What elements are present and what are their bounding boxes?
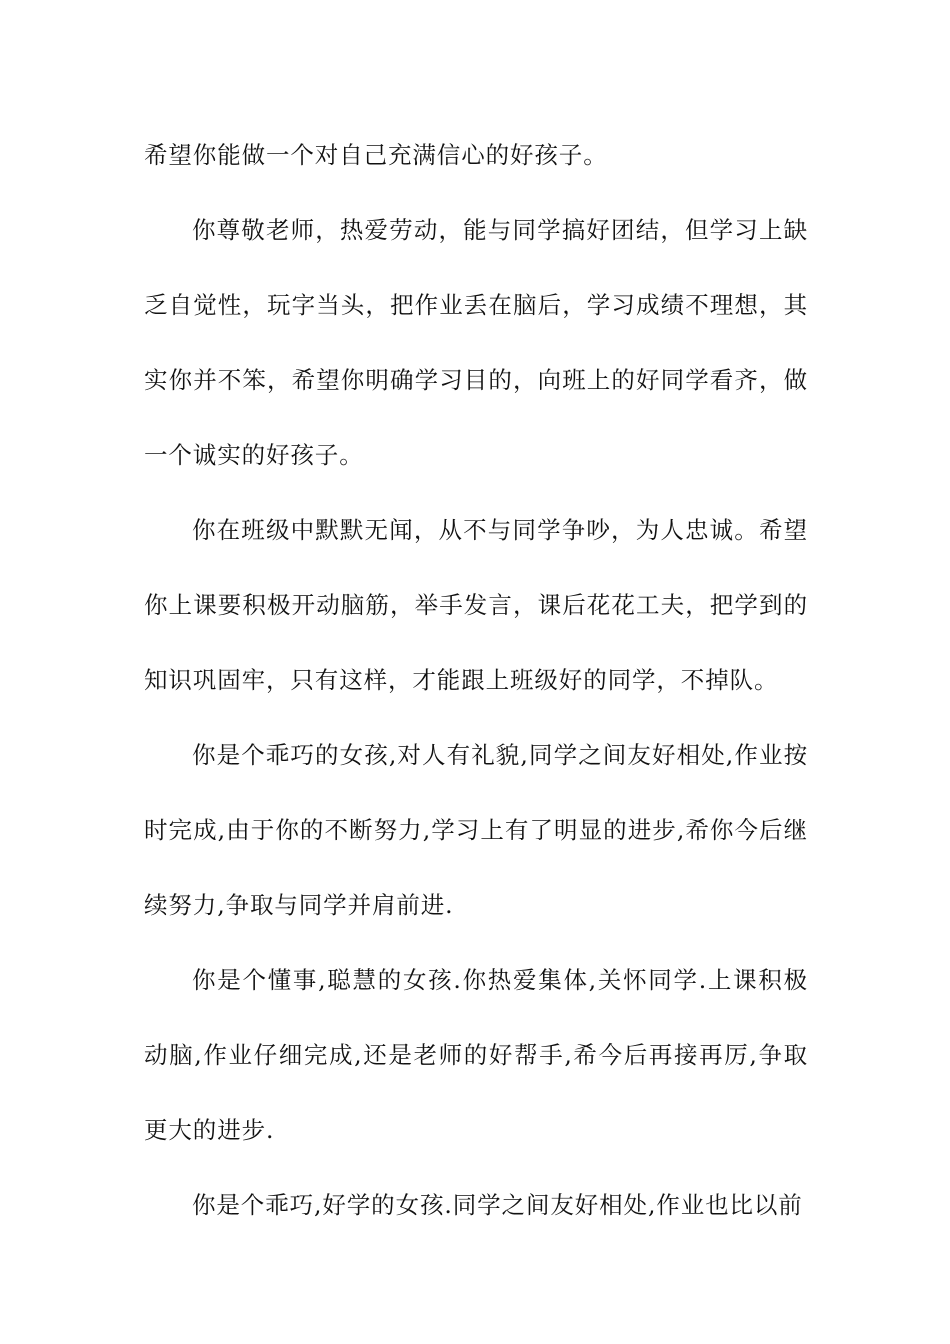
paragraph-3: 你在班级中默默无闻，从不与同学争吵，为人忠诚。希望你上课要积极开动脑筋，举手发言，课后花花工夫，把学到的知识巩固牢，只有这样，才能跟上班级好的同学，不掉队。 xyxy=(144,516,808,694)
paragraph-1: 希望你能做一个对自己充满信心的好孩子。 xyxy=(144,141,608,169)
document-body xyxy=(144,118,808,1243)
paragraph-2: 你尊敬老师，热爱劳动，能与同学搞好团结，但学习上缺乏自觉性，玩字当头，把作业丢在脑后，学习成绩不理想，其实你并不笨，希望你明确学习目的，向班上的好同学看齐，做一个诚实的好孩子。 xyxy=(144,216,808,469)
paragraph-6: 你是个乖巧,好学的女孩.同学之间友好相处,作业也比以前 xyxy=(192,1191,803,1219)
paragraph-4: 你是个乖巧的女孩,对人有礼貌,同学之间友好相处,作业按时完成,由于你的不断努力,学习上有了明显的进步,希你今后继续努力,争取与同学并肩前进. xyxy=(144,741,808,919)
paragraph-5: 你是个懂事,聪慧的女孩.你热爱集体,关怀同学.上课积极动脑,作业仔细完成,还是老师的好帮手,希今后再接再厉,争取更大的进步. xyxy=(144,966,808,1144)
